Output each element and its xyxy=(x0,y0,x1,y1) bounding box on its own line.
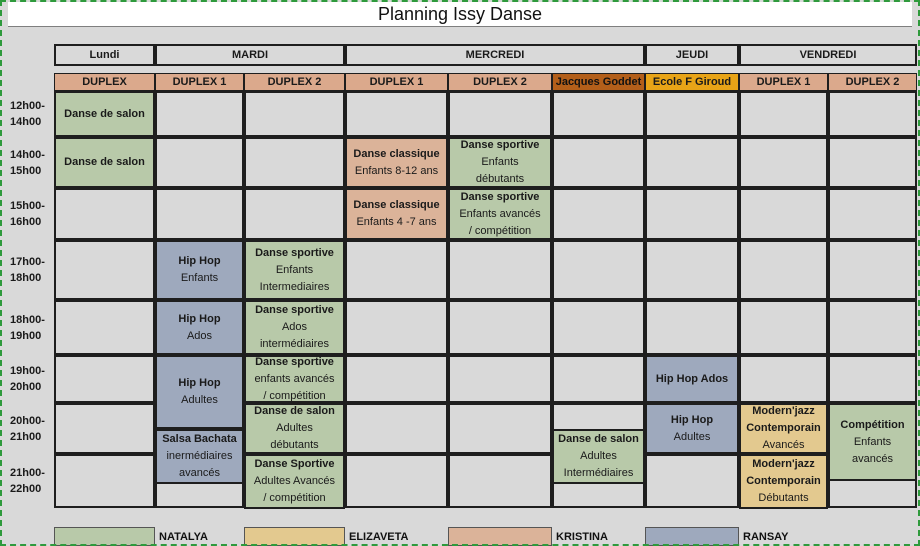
empty-slot xyxy=(645,300,739,355)
empty-slot xyxy=(828,355,917,403)
empty-slot xyxy=(448,355,552,403)
legend-label-elizaveta: ELIZAVETA xyxy=(349,531,409,543)
legend-swatch-ransay xyxy=(645,527,739,546)
class-title: Salsa Bachata xyxy=(162,432,237,445)
empty-slot xyxy=(244,137,345,188)
empty-slot xyxy=(345,355,448,403)
class-title: Contemporain xyxy=(746,475,821,487)
time-end: 16h00 xyxy=(10,216,42,228)
empty-slot xyxy=(645,188,739,240)
time-end: 18h00 xyxy=(10,272,42,284)
empty-slot xyxy=(828,137,917,188)
room-header xyxy=(244,73,345,91)
room-label: DUPLEX 1 xyxy=(172,75,227,88)
empty-slot xyxy=(448,454,552,508)
time-end: 20h00 xyxy=(10,381,42,393)
class-detail: Ados xyxy=(186,329,213,342)
page-title: Planning Issy Danse xyxy=(8,2,912,27)
time-slot-label xyxy=(0,403,54,454)
class-title: Hip Hop Ados xyxy=(655,372,729,385)
room-header xyxy=(54,73,155,91)
empty-slot xyxy=(345,91,448,137)
empty-slot xyxy=(54,355,155,403)
time-slot-label xyxy=(0,91,54,137)
empty-slot xyxy=(828,91,917,137)
class-block xyxy=(345,137,448,188)
empty-slot xyxy=(244,188,345,240)
class-block xyxy=(244,300,345,355)
empty-slot xyxy=(552,355,645,403)
class-block xyxy=(739,454,828,509)
empty-slot xyxy=(448,403,552,454)
class-detail: Enfants xyxy=(853,435,892,448)
class-title: Danse de salon xyxy=(254,405,335,417)
class-detail: Adultes Avancés xyxy=(253,475,336,487)
class-detail: Adultes xyxy=(580,449,617,462)
room-label: DUPLEX xyxy=(82,75,127,88)
class-block xyxy=(739,403,828,454)
room-label: DUPLEX 2 xyxy=(267,75,322,88)
empty-slot xyxy=(345,403,448,454)
class-detail: Débutants xyxy=(758,492,809,504)
class-title: Danse sportive xyxy=(460,139,540,151)
room-header xyxy=(345,73,448,91)
class-block xyxy=(155,429,244,484)
class-title: Hip Hop xyxy=(178,376,221,389)
class-detail: inermédiaires xyxy=(166,449,233,462)
class-detail: Adultes xyxy=(276,422,313,434)
legend-label-kristina: KRISTINA xyxy=(556,531,608,543)
class-title: Danse classique xyxy=(353,199,440,211)
time-end: 21h00 xyxy=(10,430,42,443)
empty-slot xyxy=(155,188,244,240)
class-title: Hip Hop xyxy=(178,255,221,267)
room-header xyxy=(645,73,739,91)
class-detail: / compétition xyxy=(468,224,532,237)
empty-slot xyxy=(739,300,828,355)
empty-slot xyxy=(645,137,739,188)
legend-swatch-kristina xyxy=(448,527,552,546)
time-slot-label xyxy=(0,137,54,188)
class-block xyxy=(645,355,739,403)
class-block xyxy=(828,403,917,481)
day-header-jeudi xyxy=(645,44,739,66)
day-label: MERCREDI xyxy=(465,48,525,61)
time-start: 18h00- xyxy=(10,313,45,326)
day-label: MARDI xyxy=(231,48,269,61)
class-detail: Adultes xyxy=(673,430,711,443)
empty-slot xyxy=(345,300,448,355)
empty-slot xyxy=(155,91,244,137)
empty-slot xyxy=(739,355,828,403)
class-title: Danse sportive xyxy=(255,246,334,259)
time-start: 20h00- xyxy=(10,414,45,427)
class-detail: / compétition xyxy=(263,492,326,504)
room-label: Jacques Goddet xyxy=(555,75,642,88)
empty-slot xyxy=(54,188,155,240)
time-start: 14h00- xyxy=(10,148,45,161)
class-block xyxy=(345,188,448,240)
class-title: Danse de salon xyxy=(64,107,145,120)
room-label: Ecole F Giroud xyxy=(652,75,732,88)
class-title: Danse classique xyxy=(353,147,440,160)
time-slot-label xyxy=(0,300,54,355)
room-label: DUPLEX 2 xyxy=(473,75,527,88)
class-title: Contemporain xyxy=(746,422,821,434)
empty-slot xyxy=(54,300,155,355)
legend-label-ransay: RANSAY xyxy=(743,531,789,543)
room-header xyxy=(448,73,552,91)
empty-slot xyxy=(448,91,552,137)
day-header-vendredi xyxy=(739,44,917,66)
time-slot-label xyxy=(0,188,54,240)
class-title: Hip Hop xyxy=(670,413,714,426)
empty-slot xyxy=(155,137,244,188)
class-detail: Intermediaires xyxy=(259,280,330,293)
class-title: Danse de salon xyxy=(558,432,639,445)
empty-slot xyxy=(345,454,448,508)
class-title: Danse Sportive xyxy=(254,458,335,470)
legend-swatch-natalya xyxy=(54,527,155,546)
time-start: 15h00- xyxy=(10,200,45,212)
legend-swatch-elizaveta xyxy=(244,527,345,546)
class-block xyxy=(244,454,345,509)
empty-slot xyxy=(739,137,828,188)
class-block xyxy=(155,240,244,300)
empty-slot xyxy=(552,91,645,137)
room-label: DUPLEX 2 xyxy=(845,75,900,88)
class-detail: Adultes xyxy=(181,393,218,406)
class-title: Hip Hop xyxy=(178,312,221,325)
class-block xyxy=(244,355,345,403)
class-block xyxy=(155,300,244,355)
class-detail: Enfants xyxy=(275,263,314,276)
time-end: 22h00 xyxy=(10,483,42,495)
class-block xyxy=(54,137,155,188)
time-start: 21h00- xyxy=(10,467,45,479)
empty-slot xyxy=(645,454,739,508)
class-title: Compétition xyxy=(840,418,905,431)
empty-slot xyxy=(828,188,917,240)
class-detail: avancés xyxy=(179,466,220,479)
class-block xyxy=(448,188,552,240)
class-detail: enfants avancés xyxy=(254,372,335,385)
class-detail: Enfants xyxy=(481,156,519,168)
empty-slot xyxy=(54,454,155,508)
day-header-mardi xyxy=(155,44,345,66)
class-block xyxy=(244,403,345,454)
empty-slot xyxy=(244,91,345,137)
room-header xyxy=(552,73,645,91)
class-detail: / compétition xyxy=(263,389,326,402)
class-block xyxy=(552,429,645,484)
day-label: Lundi xyxy=(89,48,120,61)
class-block xyxy=(54,91,155,137)
class-detail: Enfants xyxy=(180,272,219,284)
empty-slot xyxy=(448,300,552,355)
empty-slot xyxy=(345,240,448,300)
empty-slot xyxy=(54,403,155,454)
time-slot-label xyxy=(0,454,54,508)
day-label: JEUDI xyxy=(675,48,709,61)
empty-slot xyxy=(552,137,645,188)
day-header-mercredi xyxy=(345,44,645,66)
time-end: 19h00 xyxy=(10,329,42,342)
empty-slot xyxy=(645,240,739,300)
class-detail: Enfants 8-12 ans xyxy=(354,164,439,177)
class-detail: Enfants avancés xyxy=(459,207,541,220)
empty-slot xyxy=(739,240,828,300)
class-detail: Ados xyxy=(281,321,308,333)
class-title: Modern'jazz xyxy=(752,405,815,417)
room-header xyxy=(828,73,917,91)
class-detail: avancés xyxy=(852,452,893,465)
class-detail: Avancés xyxy=(762,439,805,451)
class-detail: intermédiaires xyxy=(259,338,330,350)
empty-slot xyxy=(739,91,828,137)
empty-slot xyxy=(552,188,645,240)
class-block xyxy=(155,355,244,429)
empty-slot xyxy=(552,300,645,355)
room-label: DUPLEX 1 xyxy=(369,75,424,88)
class-block xyxy=(244,240,345,300)
class-detail: débutants xyxy=(270,439,319,451)
day-header-lundi xyxy=(54,44,155,66)
time-slot-label xyxy=(0,355,54,403)
empty-slot xyxy=(54,240,155,300)
time-start: 19h00- xyxy=(10,365,45,377)
time-slot-label xyxy=(0,240,54,300)
class-title: Danse sportive xyxy=(460,190,540,203)
time-end: 15h00 xyxy=(10,164,42,177)
room-header xyxy=(739,73,828,91)
class-detail: débutants xyxy=(475,173,525,185)
empty-slot xyxy=(739,188,828,240)
class-detail: Enfants 4 -7 ans xyxy=(356,216,437,228)
day-label: VENDREDI xyxy=(799,48,857,61)
class-detail: Intermédiaires xyxy=(563,466,634,479)
class-title: Danse de salon xyxy=(64,156,145,168)
empty-slot xyxy=(828,300,917,355)
time-start: 17h00- xyxy=(10,256,45,268)
class-block xyxy=(448,137,552,188)
empty-slot xyxy=(448,240,552,300)
empty-slot xyxy=(552,240,645,300)
empty-slot xyxy=(645,91,739,137)
class-title: Danse sportive xyxy=(255,355,334,368)
empty-slot xyxy=(828,240,917,300)
class-title: Modern'jazz xyxy=(752,458,815,470)
time-start: 12h00- xyxy=(10,100,45,112)
legend-label-natalya: NATALYA xyxy=(159,531,208,543)
class-block xyxy=(645,403,739,454)
room-label: DUPLEX 1 xyxy=(756,75,811,88)
class-title: Danse sportive xyxy=(255,304,334,316)
time-end: 14h00 xyxy=(10,116,42,128)
room-header xyxy=(155,73,244,91)
